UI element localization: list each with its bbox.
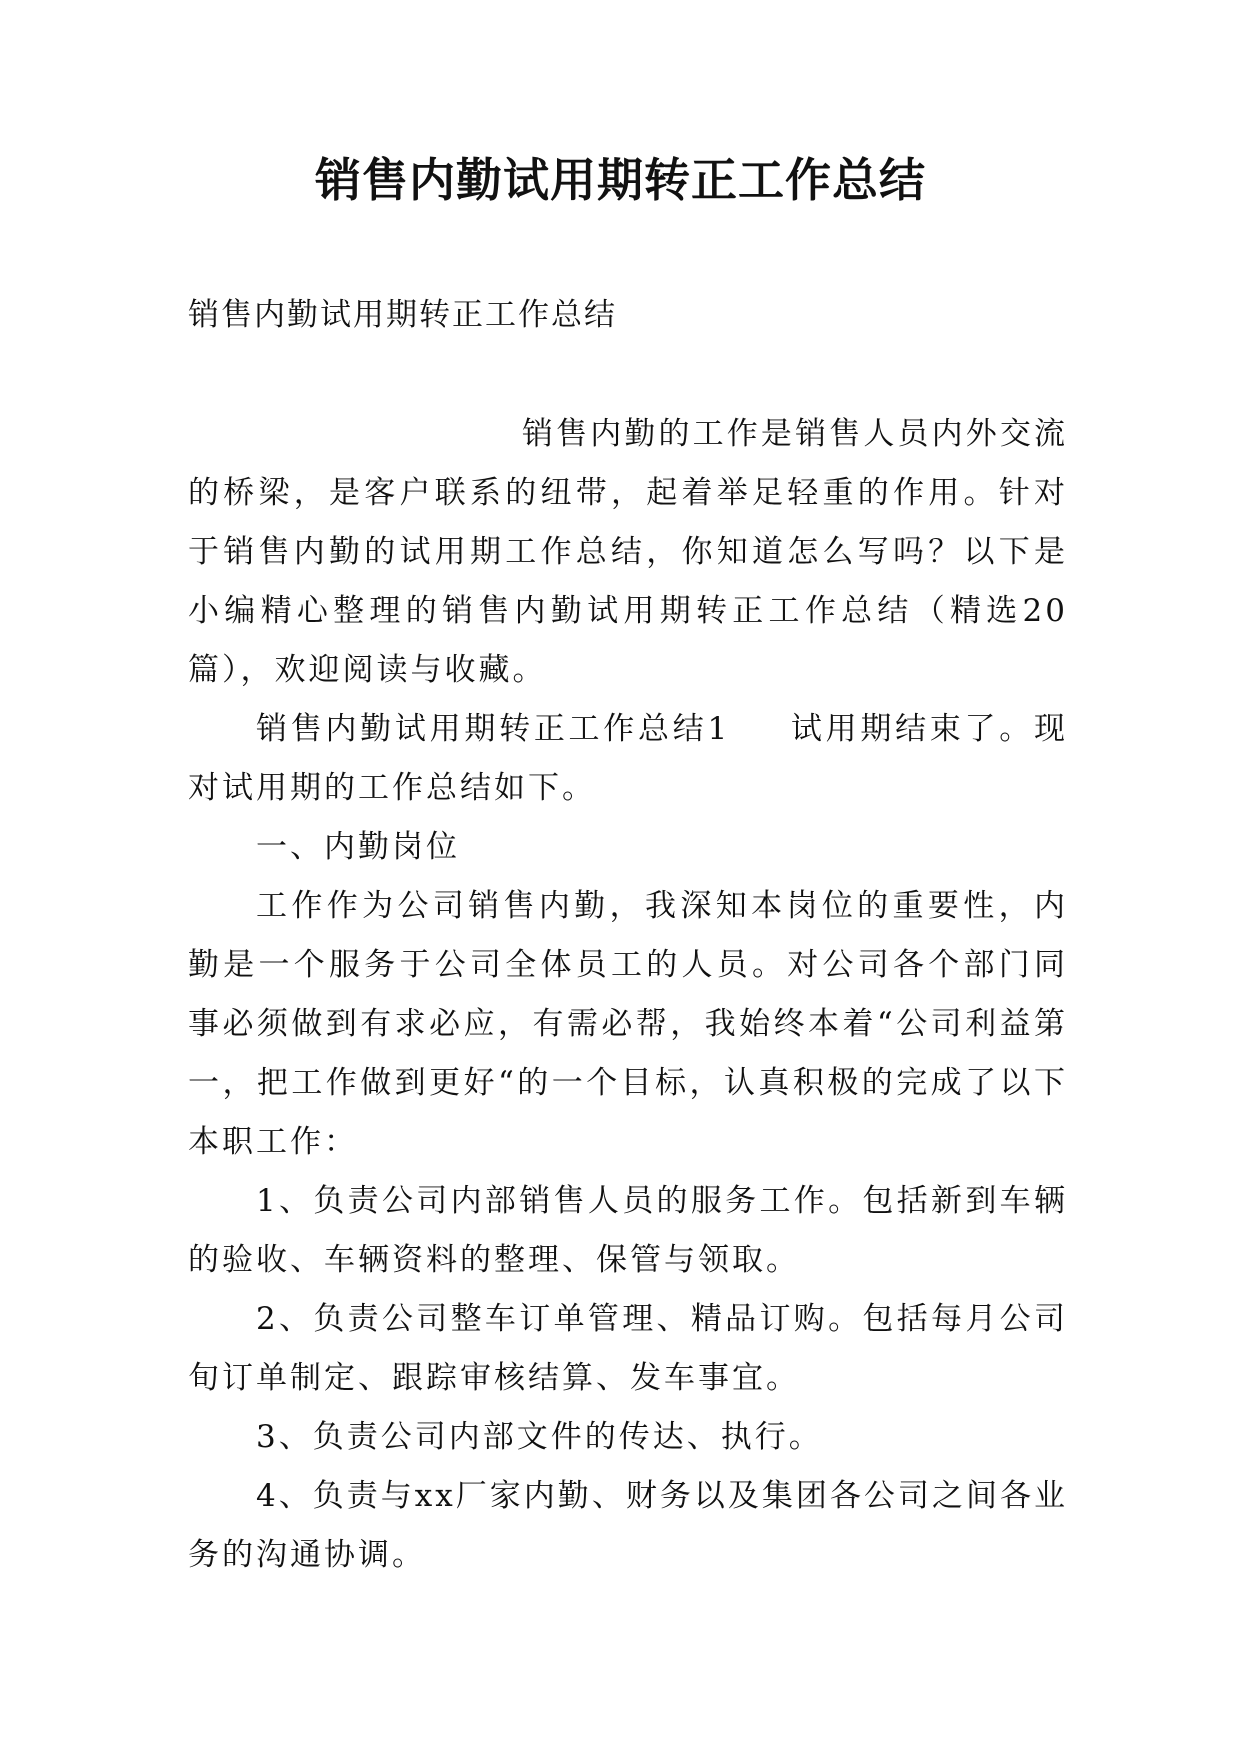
part-1-body: 工作作为公司销售内勤，我深知本岗位的重要性，内勤是一个服务于公司全体员工的人员。对公司各个部门同事必须做到有求必应，有需必帮，我始终本着“公司利益第一，把工作做到更好“的一个目标，认真积极的完成了以下本职工作： [188,888,1068,1160]
intro-paragraph: 销售内勤的工作是销售人员内外交流的桥梁，是客户联系的纽带，起着举足轻重的作用。针对于销售内勤的试用期工作总结，你知道怎么写吗？以下是小编精心整理的销售内勤试用期转正工作总结（精选20篇），欢迎阅读与收藏。 [188,416,1068,688]
document-body [188,405,1068,1585]
list-item: 4、负责与xx厂家内勤、财务以及集团各公司之间各业务的沟通协调。 [188,1478,1068,1573]
section-1-paragraph [188,700,1068,818]
document-title: 销售内勤试用期转正工作总结 [315,153,926,207]
list-item: 2、负责公司整车订单管理、精品订购。包括每月公司旬订单制定、跟踪审核结算、发车事宜。 [188,1301,1068,1396]
section-1-lead: 试用期结束了。现对试用期的工作总结如下。 [188,711,1068,806]
section-1-heading: 销售内勤试用期转正工作总结1 [256,711,731,747]
list-item: 1、负责公司内部销售人员的服务工作。包括新到车辆的验收、车辆资料的整理、保管与领取。 [188,1183,1068,1278]
list-item: 3、负责公司内部文件的传达、执行。 [256,1419,823,1455]
document-subtitle: 销售内勤试用期转正工作总结 [188,297,617,333]
part-1-heading: 一、内勤岗位 [256,829,460,865]
